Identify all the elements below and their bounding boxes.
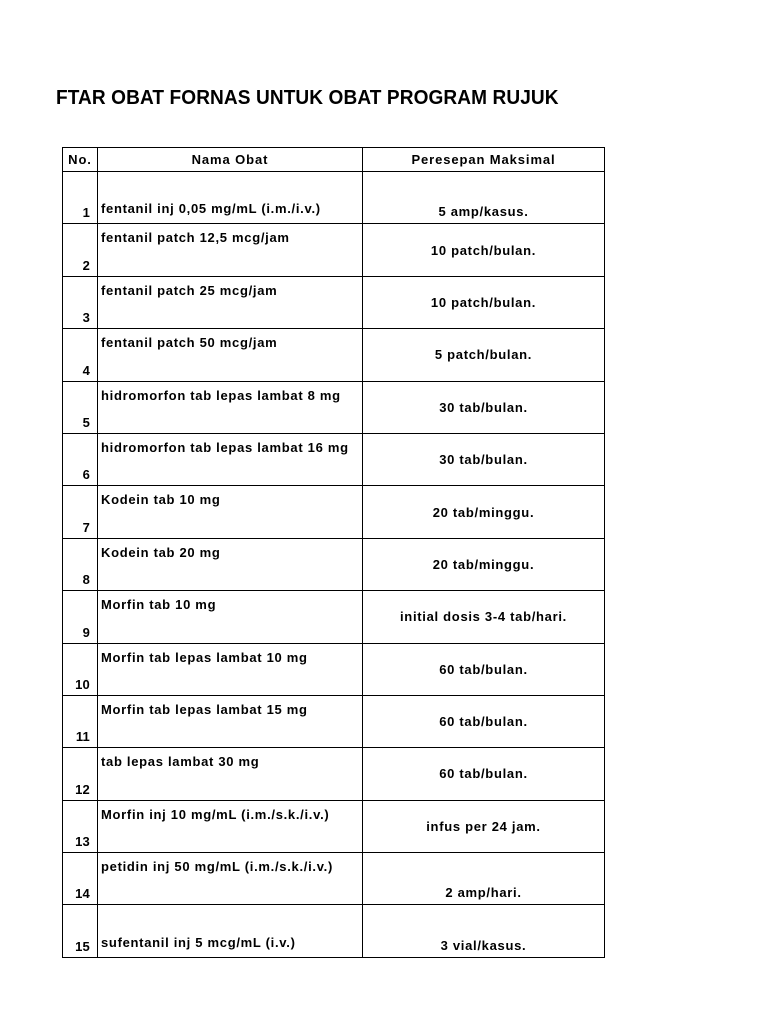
max-prescription: 3 vial/kasus. xyxy=(363,905,605,957)
row-number: 10 xyxy=(63,643,98,695)
table-row xyxy=(63,800,605,852)
table-row xyxy=(63,643,605,695)
row-number: 12 xyxy=(63,748,98,800)
drug-name: fentanil patch 50 mcg/jam xyxy=(98,329,363,381)
table-header-row xyxy=(63,148,605,172)
max-prescription: 60 tab/bulan. xyxy=(363,748,605,800)
max-prescription: 10 patch/bulan. xyxy=(363,276,605,328)
drug-name: Morfin tab 10 mg xyxy=(98,591,363,643)
drug-name: Kodein tab 20 mg xyxy=(98,538,363,590)
table-row xyxy=(63,695,605,747)
table-row xyxy=(63,329,605,381)
row-number: 11 xyxy=(63,695,98,747)
row-number: 4 xyxy=(63,329,98,381)
table-row xyxy=(63,381,605,433)
drug-name: fentanil patch 25 mcg/jam xyxy=(98,276,363,328)
table-row xyxy=(63,591,605,643)
row-number: 5 xyxy=(63,381,98,433)
max-prescription: 30 tab/bulan. xyxy=(363,433,605,485)
drug-name: hidromorfon tab lepas lambat 16 mg xyxy=(98,433,363,485)
table-row xyxy=(63,172,605,224)
max-prescription: 20 tab/minggu. xyxy=(363,486,605,538)
row-number: 9 xyxy=(63,591,98,643)
row-number: 15 xyxy=(63,905,98,957)
drug-name: fentanil inj 0,05 mg/mL (i.m./i.v.) xyxy=(98,172,363,224)
table-row xyxy=(63,224,605,276)
drug-name: tab lepas lambat 30 mg xyxy=(98,748,363,800)
row-number: 1 xyxy=(63,172,98,224)
row-number: 8 xyxy=(63,538,98,590)
drug-name: sufentanil inj 5 mcg/mL (i.v.) xyxy=(98,905,363,957)
max-prescription: 60 tab/bulan. xyxy=(363,695,605,747)
max-prescription: initial dosis 3-4 tab/hari. xyxy=(363,591,605,643)
table-row xyxy=(63,853,605,905)
drug-name: Morfin tab lepas lambat 10 mg xyxy=(98,643,363,695)
table-row xyxy=(63,486,605,538)
table-row xyxy=(63,538,605,590)
drug-name: hidromorfon tab lepas lambat 8 mg xyxy=(98,381,363,433)
max-prescription: 5 amp/kasus. xyxy=(363,172,605,224)
drug-name: Kodein tab 10 mg xyxy=(98,486,363,538)
drug-name: fentanil patch 12,5 mcg/jam xyxy=(98,224,363,276)
table-row xyxy=(63,748,605,800)
row-number: 2 xyxy=(63,224,98,276)
page-title: FTAR OBAT FORNAS UNTUK OBAT PROGRAM RUJUK xyxy=(56,86,559,109)
row-number: 13 xyxy=(63,800,98,852)
max-prescription: 60 tab/bulan. xyxy=(363,643,605,695)
max-prescription: 20 tab/minggu. xyxy=(363,538,605,590)
table-row xyxy=(63,276,605,328)
column-header-no: No. xyxy=(63,148,98,172)
drug-name: Morfin tab lepas lambat 15 mg xyxy=(98,695,363,747)
row-number: 7 xyxy=(63,486,98,538)
column-header-name: Nama Obat xyxy=(98,148,363,172)
max-prescription: 2 amp/hari. xyxy=(363,853,605,905)
max-prescription: 30 tab/bulan. xyxy=(363,381,605,433)
max-prescription: 10 patch/bulan. xyxy=(363,224,605,276)
row-number: 14 xyxy=(63,853,98,905)
max-prescription: infus per 24 jam. xyxy=(363,800,605,852)
max-prescription: 5 patch/bulan. xyxy=(363,329,605,381)
column-header-dose: Peresepan Maksimal xyxy=(363,148,605,172)
drug-name: petidin inj 50 mg/mL (i.m./s.k./i.v.) xyxy=(98,853,363,905)
row-number: 3 xyxy=(63,276,98,328)
table-row xyxy=(63,905,605,957)
drug-table xyxy=(62,147,605,958)
row-number: 6 xyxy=(63,433,98,485)
drug-name: Morfin inj 10 mg/mL (i.m./s.k./i.v.) xyxy=(98,800,363,852)
table-row xyxy=(63,433,605,485)
